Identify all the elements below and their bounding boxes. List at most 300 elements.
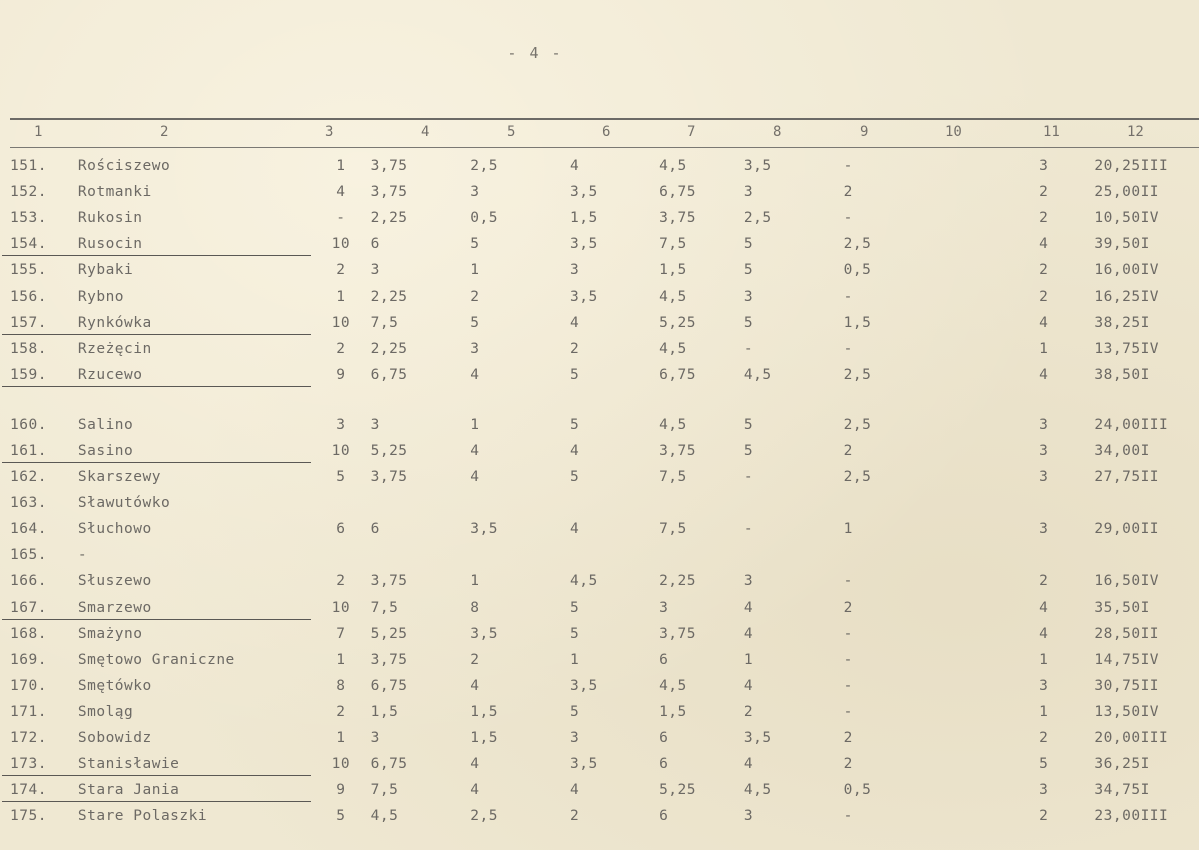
score-cell-col9: 2 [843,442,853,459]
table-row [10,751,1199,777]
score-cell-col7: 4,5 [659,340,687,357]
score-cell-col11: 20,25 [1094,158,1141,175]
score-cell-col6: 5 [569,625,580,642]
row-number: 163. [10,495,47,512]
score-cell-col7: 7,5 [659,236,687,253]
score-cell-col9: - [843,340,853,357]
score-cell-col9: - [843,651,853,668]
score-cell-col12: I [1140,782,1150,799]
score-cell-col4: 3,75 [370,158,408,175]
row-number: 160. [10,416,47,433]
score-cell-col12: IV [1140,651,1160,668]
score-cell-col9: 2 [843,599,853,616]
score-cell-col10 [971,542,1048,568]
score-cell-col5: 0,5 [470,210,498,227]
score-cell-col3: 3 [336,416,346,433]
score-cell-col10: 3 [1039,416,1049,433]
row-number: 165. [10,547,47,564]
score-cell-col6: 4 [569,158,580,175]
score-cell-col10: 2 [1039,573,1049,590]
score-cell-col10: 4 [1039,625,1049,642]
score-cell-col8: 5 [743,416,754,433]
score-cell-col5: 4 [470,756,480,773]
column-header-12: 12 [1127,124,1144,140]
table-row [10,257,1199,283]
score-cell-col6: 4 [569,442,580,459]
score-cell-col10: 4 [1039,236,1049,253]
score-cell-col4: 6,75 [370,756,408,773]
score-cell-col6: 3 [569,730,580,747]
score-cell-col7 [659,542,744,568]
score-cell-col6: 5 [569,599,580,616]
table-body [10,153,1199,829]
score-cell-col7: 2,25 [659,573,696,590]
locality-name: Sasino [78,438,311,464]
score-cell-col5: 1 [470,262,480,279]
score-cell-col11 [1048,490,1140,516]
score-cell-col7: 6,75 [659,366,696,383]
score-cell-col5: 2 [470,288,480,305]
score-cell-col7: 3,75 [659,625,696,642]
score-cell-col8: 3 [743,573,754,590]
score-cell-col4: 5,25 [370,442,408,459]
score-cell-col8: 4 [743,677,754,694]
table-row [10,231,1199,257]
score-cell-col9: 1 [843,521,853,538]
column-header-11: 11 [1043,124,1060,140]
score-cell-col12: I [1140,366,1150,383]
score-cell-col3: 10 [331,314,351,331]
locality-name: Słuchowo [77,521,152,538]
score-cell-col3: 9 [336,782,346,799]
score-cell-col5: 4 [470,442,480,459]
score-cell-col3: 6 [336,521,346,538]
score-cell-col5: 3 [470,340,480,357]
score-cell-col8: - [743,340,754,357]
score-cell-col6: 5 [569,416,580,433]
score-cell-col12: I [1140,599,1150,616]
locality-name: Rynkówka [78,310,311,336]
score-cell-col5: 1 [470,416,480,433]
column-header-5: 5 [507,124,516,140]
table-row [10,542,1199,568]
score-cell-col12: I [1140,756,1150,773]
locality-name: Smażyno [77,625,143,642]
locality-name: Rościszewo [77,158,171,175]
score-cell-col6: 4,5 [569,573,598,590]
score-cell-col5: 5 [470,314,480,331]
score-cell-col11: 10,50 [1094,210,1141,227]
score-cell-col4: 5,25 [370,625,408,642]
table-row [10,673,1199,699]
row-number: 169. [10,651,47,668]
score-cell-col12: II [1140,184,1160,201]
table-row [10,803,1199,829]
score-cell-col3: 2 [336,703,346,720]
score-cell-col4: 6 [370,521,380,538]
locality-name: Stare Polaszki [77,808,208,825]
score-cell-col12: I [1140,236,1150,253]
row-number: 164. [10,521,47,538]
locality-name: Smarzewo [78,595,311,621]
score-cell-col8: 5 [743,262,754,279]
score-cell-col6: 1,5 [569,210,598,227]
score-cell-col6: 3,5 [569,756,598,773]
score-cell-col10: 1 [1039,651,1049,668]
locality-name: Smętówko [77,677,152,694]
score-cell-col4: 3 [370,416,380,433]
score-cell-col11: 28,50 [1094,625,1141,642]
score-cell-col11 [1048,542,1140,568]
score-cell-col3: 4 [336,184,346,201]
score-cell-col9: 2 [843,756,853,773]
score-cell-col12: III [1140,730,1169,747]
score-cell-col6 [570,542,659,568]
table-row [10,362,1199,388]
row-number: 156. [10,288,47,305]
table-row [10,699,1199,725]
score-cell-col5: 4 [470,782,480,799]
row-number: 151. [10,158,47,175]
score-cell-col11: 35,50 [1094,599,1141,616]
score-cell-col7: 3 [659,599,669,616]
score-cell-col5: 2 [470,651,480,668]
locality-name: Stara Jania [78,777,311,803]
score-cell-col3: - [336,210,346,227]
score-cell-col7: 4,5 [659,416,687,433]
score-cell-col6: 4 [569,782,580,799]
score-cell-col11: 29,00 [1094,521,1141,538]
score-cell-col12 [1141,542,1199,568]
score-cell-col12: III [1140,416,1169,433]
score-cell-col12: II [1140,469,1160,486]
score-cell-col6: 5 [569,366,580,383]
score-cell-col9: 1,5 [843,314,872,331]
score-cell-col4: 6,75 [370,677,408,694]
score-cell-col8: 3,5 [743,730,772,747]
score-cell-col11: 36,25 [1094,756,1141,773]
score-cell-col8: 4 [743,756,754,773]
row-number: 157. [10,310,78,336]
table-row [10,310,1199,336]
score-cell-col7: 6,75 [659,184,696,201]
score-cell-col7: 1,5 [659,262,687,279]
table-row [10,438,1199,464]
score-cell-col10: 2 [1039,730,1049,747]
score-cell-col6: 1 [569,651,580,668]
score-cell-col7: 6 [659,651,669,668]
score-cell-col9: 2,5 [843,236,872,253]
table-row [10,621,1199,647]
score-cell-col5: 3 [470,184,480,201]
table-row [10,412,1199,438]
score-cell-col12: II [1140,521,1160,538]
column-header-2: 2 [160,124,169,140]
score-cell-col9: - [843,625,853,642]
score-cell-col11: 14,75 [1094,651,1141,668]
score-cell-col12: II [1140,677,1160,694]
score-cell-col5 [470,542,570,568]
score-cell-col4: 1,5 [370,703,399,720]
row-number: 172. [10,730,47,747]
locality-name: Słuszewo [77,573,152,590]
score-cell-col10 [971,490,1048,516]
score-cell-col8: 4 [743,625,754,642]
score-cell-col3 [311,490,370,516]
score-cell-col9: - [843,808,853,825]
score-cell-col4: 3,75 [370,651,408,668]
spacer-cell [10,388,1199,412]
row-number: 168. [10,625,47,642]
score-cell-col7: 7,5 [659,521,687,538]
score-cell-col12: II [1140,625,1160,642]
score-cell-col3: 1 [336,651,346,668]
score-cell-col11: 16,25 [1094,288,1141,305]
score-cell-col12: III [1140,808,1169,825]
score-cell-col4: 3,75 [370,573,408,590]
column-header-8: 8 [773,124,782,140]
score-cell-col7: 6 [659,808,669,825]
score-cell-col8: 4,5 [743,782,772,799]
score-cell-col10: 5 [1039,756,1049,773]
score-cell-col3: 8 [336,677,346,694]
locality-name: Sławutówko [77,495,171,512]
score-cell-col11: 34,00 [1094,442,1141,459]
score-cell-col12: IV [1140,262,1160,279]
score-cell-col3: 10 [331,442,351,459]
locality-name: Rybno [77,288,125,305]
table-row [10,490,1199,516]
score-cell-col4: 7,5 [370,314,399,331]
row-number: 153. [10,210,47,227]
score-cell-col5: 3,5 [470,625,498,642]
score-cell-col11: 27,75 [1094,469,1141,486]
score-cell-col7: 6 [659,756,669,773]
locality-name: Stanisławie [78,751,311,777]
row-number: 166. [10,573,47,590]
score-cell-col6: 3,5 [569,184,598,201]
row-number: 154. [10,231,78,257]
score-cell-col4: 3,75 [370,469,408,486]
locality-table [10,153,1199,829]
score-cell-col11: 38,50 [1094,366,1141,383]
locality-name: Skarszewy [77,469,161,486]
row-number: 171. [10,703,47,720]
score-cell-col5: 2,5 [470,158,498,175]
score-cell-col12: IV [1140,573,1160,590]
row-number: 159. [10,362,78,388]
score-cell-col10: 4 [1039,314,1049,331]
score-cell-col8: 3,5 [743,158,772,175]
score-cell-col4: 6,75 [370,366,408,383]
score-cell-col6: 2 [569,808,580,825]
score-cell-col8: 4 [743,599,754,616]
locality-name: Salino [77,416,134,433]
score-cell-col3: 5 [336,469,346,486]
score-cell-col8: 2,5 [743,210,772,227]
score-cell-col8: 1 [743,651,754,668]
score-cell-col7: 6 [659,730,669,747]
score-cell-col7: 3,75 [659,210,696,227]
score-cell-col7: 1,5 [659,703,687,720]
score-cell-col10: 3 [1039,158,1049,175]
locality-name: Rotmanki [77,184,152,201]
score-cell-col5: 2,5 [470,808,498,825]
score-cell-col4: 3,75 [370,184,408,201]
score-cell-col9 [844,542,971,568]
score-cell-col3 [311,542,370,568]
score-cell-col7: 4,5 [659,158,687,175]
table-row [10,725,1199,751]
column-header-10: 10 [945,124,962,140]
score-cell-col11: 20,00 [1094,730,1141,747]
score-cell-col10: 1 [1039,340,1049,357]
table-row [10,647,1199,673]
score-cell-col12: III [1140,158,1169,175]
score-cell-col10: 4 [1039,366,1049,383]
score-cell-col6: 2 [569,340,580,357]
score-cell-col9: 0,5 [843,262,872,279]
score-cell-col5: 3,5 [470,521,498,538]
table-row [10,283,1199,309]
score-cell-col7 [659,490,744,516]
score-cell-col7: 7,5 [659,469,687,486]
score-cell-col8 [744,542,844,568]
score-cell-col5: 1 [470,573,480,590]
score-cell-col6: 4 [569,521,580,538]
score-cell-col11: 16,00 [1094,262,1141,279]
row-number: 158. [10,340,47,357]
score-cell-col7: 5,25 [659,782,696,799]
score-cell-col6: 3 [569,262,580,279]
score-cell-col9: 2,5 [843,469,872,486]
score-cell-col6: 3,5 [569,677,598,694]
locality-name: Smętowo Graniczne [77,651,235,668]
score-cell-col10: 3 [1039,521,1049,538]
score-cell-col6: 3,5 [569,288,598,305]
score-cell-col5: 1,5 [470,703,498,720]
score-cell-col9: - [843,677,853,694]
locality-name: Sobowidz [77,730,152,747]
score-cell-col4: 7,5 [370,599,399,616]
table-row [10,205,1199,231]
locality-name: Rusocin [78,231,311,257]
score-cell-col3: 7 [336,625,346,642]
score-cell-col6: 4 [569,314,580,331]
table-top-rule [10,118,1199,120]
score-cell-col4: 2,25 [370,210,408,227]
score-cell-col12 [1141,490,1199,516]
score-cell-col9: - [843,703,853,720]
score-cell-col12: IV [1140,340,1160,357]
column-header-6: 6 [602,124,611,140]
row-number: 170. [10,677,47,694]
score-cell-col8: 3 [743,288,754,305]
locality-name: - [77,547,88,564]
score-cell-col12: IV [1140,703,1160,720]
score-cell-col3: 10 [331,236,351,253]
row-number: 155. [10,262,47,279]
score-cell-col6: 5 [569,703,580,720]
locality-name: Rzeżęcin [77,340,152,357]
score-cell-col12: I [1140,314,1150,331]
row-number: 173. [10,751,78,777]
score-cell-col5: 5 [470,236,480,253]
score-cell-col11: 30,75 [1094,677,1141,694]
score-cell-col4: 7,5 [370,782,399,799]
score-cell-col5: 1,5 [470,730,498,747]
score-cell-col4 [371,490,471,516]
row-number: 167. [10,595,78,621]
score-cell-col11: 23,00 [1094,808,1141,825]
score-cell-col3: 5 [336,808,346,825]
table-row [10,464,1199,490]
score-cell-col10: 3 [1039,442,1049,459]
score-cell-col9: 2 [843,730,853,747]
locality-name: Rukosin [77,210,143,227]
score-cell-col9 [844,490,971,516]
locality-name: Rybaki [77,262,134,279]
score-cell-col8: - [743,469,754,486]
column-header-9: 9 [860,124,869,140]
score-cell-col10: 2 [1039,808,1049,825]
score-cell-col7: 4,5 [659,677,687,694]
score-cell-col8: 3 [743,808,754,825]
score-cell-col5: 4 [470,677,480,694]
score-cell-col3: 10 [331,599,351,616]
row-number: 152. [10,184,47,201]
score-cell-col10: 3 [1039,469,1049,486]
score-cell-col3: 2 [336,573,346,590]
table-row [10,777,1199,803]
table-row [10,595,1199,621]
row-number: 174. [10,777,78,803]
score-cell-col6 [570,490,659,516]
score-cell-col6: 3,5 [569,236,598,253]
table-row [10,336,1199,362]
score-cell-col12: IV [1140,288,1160,305]
row-number: 175. [10,808,47,825]
score-cell-col9: - [843,288,853,305]
row-spacer [10,388,1199,412]
score-cell-col9: 0,5 [843,782,872,799]
score-cell-col8: 3 [743,184,754,201]
score-cell-col3: 9 [336,366,346,383]
table-row [10,516,1199,542]
score-cell-col7: 5,25 [659,314,696,331]
score-cell-col10: 2 [1039,210,1049,227]
score-cell-col10: 2 [1039,262,1049,279]
score-cell-col4: 3 [370,262,380,279]
score-cell-col10: 3 [1039,782,1049,799]
score-cell-col11: 16,50 [1094,573,1141,590]
score-cell-col3: 2 [336,340,346,357]
score-cell-col4: 4,5 [370,808,399,825]
score-cell-col5: 8 [470,599,480,616]
score-cell-col9: - [843,210,853,227]
score-cell-col5 [470,490,570,516]
table-row [10,153,1199,179]
score-cell-col11: 13,50 [1094,703,1141,720]
score-cell-col3: 1 [336,158,346,175]
score-cell-col11: 39,50 [1094,236,1141,253]
score-cell-col9: - [843,158,853,175]
score-cell-col12: IV [1140,210,1160,227]
locality-name: Rzucewo [78,362,311,388]
score-cell-col8: - [743,521,754,538]
score-cell-col3: 10 [331,756,351,773]
score-cell-col8: 5 [743,442,754,459]
